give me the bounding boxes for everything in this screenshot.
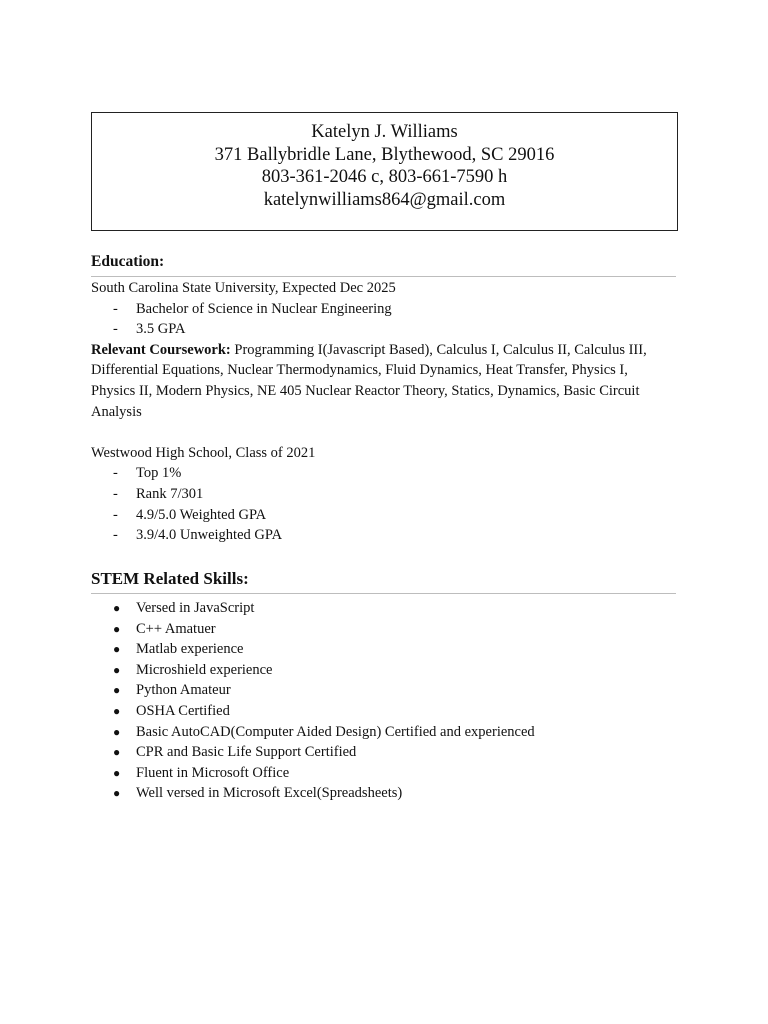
list-item-text: Versed in JavaScript — [136, 600, 255, 616]
bullet-marker: ● — [113, 642, 121, 657]
list-item — [91, 505, 676, 526]
skills-list — [91, 598, 676, 804]
list-item-text: Matlab experience — [136, 641, 244, 658]
contact-header-box — [91, 112, 678, 231]
coursework-line: Differential Equations, Nuclear Thermodynamics, Fluid Dynamics, Heat Transfer, Physics I, — [91, 362, 628, 379]
university-details-list — [91, 299, 676, 340]
stem-skills-heading: STEM Related Skills: — [91, 569, 249, 588]
applicant-phones: 803-361-2046 c, 803-661-7590 h — [261, 167, 508, 187]
list-item-text: Rank 7/301 — [136, 485, 204, 502]
bullet-marker: ● — [113, 683, 121, 698]
list-item — [91, 525, 676, 546]
dash-marker: - — [113, 321, 118, 338]
dash-marker: - — [113, 527, 118, 544]
coursework-label: Relevant Coursework: — [91, 341, 231, 358]
list-item — [91, 619, 676, 640]
applicant-address: 371 Ballybridle Lane, Blythewood, SC 29016 — [214, 144, 555, 165]
coursework-line — [91, 340, 676, 361]
list-item — [91, 680, 676, 701]
list-item — [91, 722, 676, 743]
coursework-text: Programming I(Javascript Based), Calculus I, Calculus II, Calculus III, — [230, 341, 647, 358]
list-item-text: 3.9/4.0 Unweighted GPA — [136, 527, 283, 544]
coursework-line: Analysis — [91, 403, 142, 420]
bullet-marker: ● — [113, 745, 121, 760]
high-school-details-list — [91, 463, 676, 545]
list-item-text: C++ Amatuer — [136, 620, 216, 637]
education-heading: Education: — [91, 253, 165, 270]
dash-marker: - — [113, 506, 118, 523]
stem-skills-section — [91, 568, 676, 804]
high-school-entry — [91, 443, 676, 546]
applicant-email: katelynwilliams864@gmail.com — [263, 189, 506, 210]
list-item-text: Fluent in Microsoft Office — [136, 764, 290, 781]
bullet-marker: ● — [113, 662, 121, 677]
applicant-name: Katelyn J. Williams — [311, 122, 458, 142]
list-item — [91, 701, 676, 722]
list-item-text: Microshield experience — [136, 661, 273, 678]
list-item-text: Well versed in Microsoft Excel(Spreadsheets) — [136, 785, 403, 802]
list-item-text: Basic AutoCAD(Computer Aided Design) Certified and experienced — [136, 723, 535, 740]
list-item-text: Python Amateur — [136, 682, 231, 699]
bullet-marker: ● — [113, 786, 121, 801]
blank-line — [91, 422, 676, 443]
bullet-marker: ● — [113, 765, 121, 780]
list-item — [91, 319, 676, 340]
bullet-marker: ● — [113, 724, 121, 739]
list-item-text: OSHA Certified — [136, 702, 230, 719]
stem-skills-divider — [91, 593, 676, 594]
university-entry — [91, 278, 676, 422]
list-item — [91, 639, 676, 660]
list-item — [91, 783, 676, 804]
list-item — [91, 660, 676, 681]
list-item-text: Bachelor of Science in Nuclear Engineering — [136, 300, 392, 317]
list-item-text: 4.9/5.0 Weighted GPA — [136, 506, 267, 523]
coursework-line: Physics II, Modern Physics, NE 405 Nuclear Reactor Theory, Statics, Dynamics, Basic Circuit — [91, 382, 640, 399]
list-item — [91, 463, 676, 484]
coursework-paragraph — [91, 340, 676, 422]
list-item — [91, 598, 676, 619]
university-line: South Carolina State University, Expected Dec 2025 — [91, 280, 396, 296]
dash-marker: - — [113, 485, 118, 502]
education-section — [91, 252, 676, 546]
list-item — [91, 763, 676, 784]
list-item — [91, 299, 676, 320]
dash-marker: - — [113, 465, 118, 482]
list-item — [91, 484, 676, 505]
dash-marker: - — [113, 300, 118, 317]
high-school-line: Westwood High School, Class of 2021 — [91, 444, 316, 461]
bullet-marker: ● — [113, 621, 121, 636]
education-divider — [91, 276, 676, 277]
list-item — [91, 742, 676, 763]
bullet-marker: ● — [113, 601, 121, 615]
list-item-text: Top 1% — [136, 465, 182, 482]
list-item-text: CPR and Basic Life Support Certified — [136, 744, 357, 761]
bullet-marker: ● — [113, 703, 121, 718]
list-item-text: 3.5 GPA — [136, 321, 186, 338]
